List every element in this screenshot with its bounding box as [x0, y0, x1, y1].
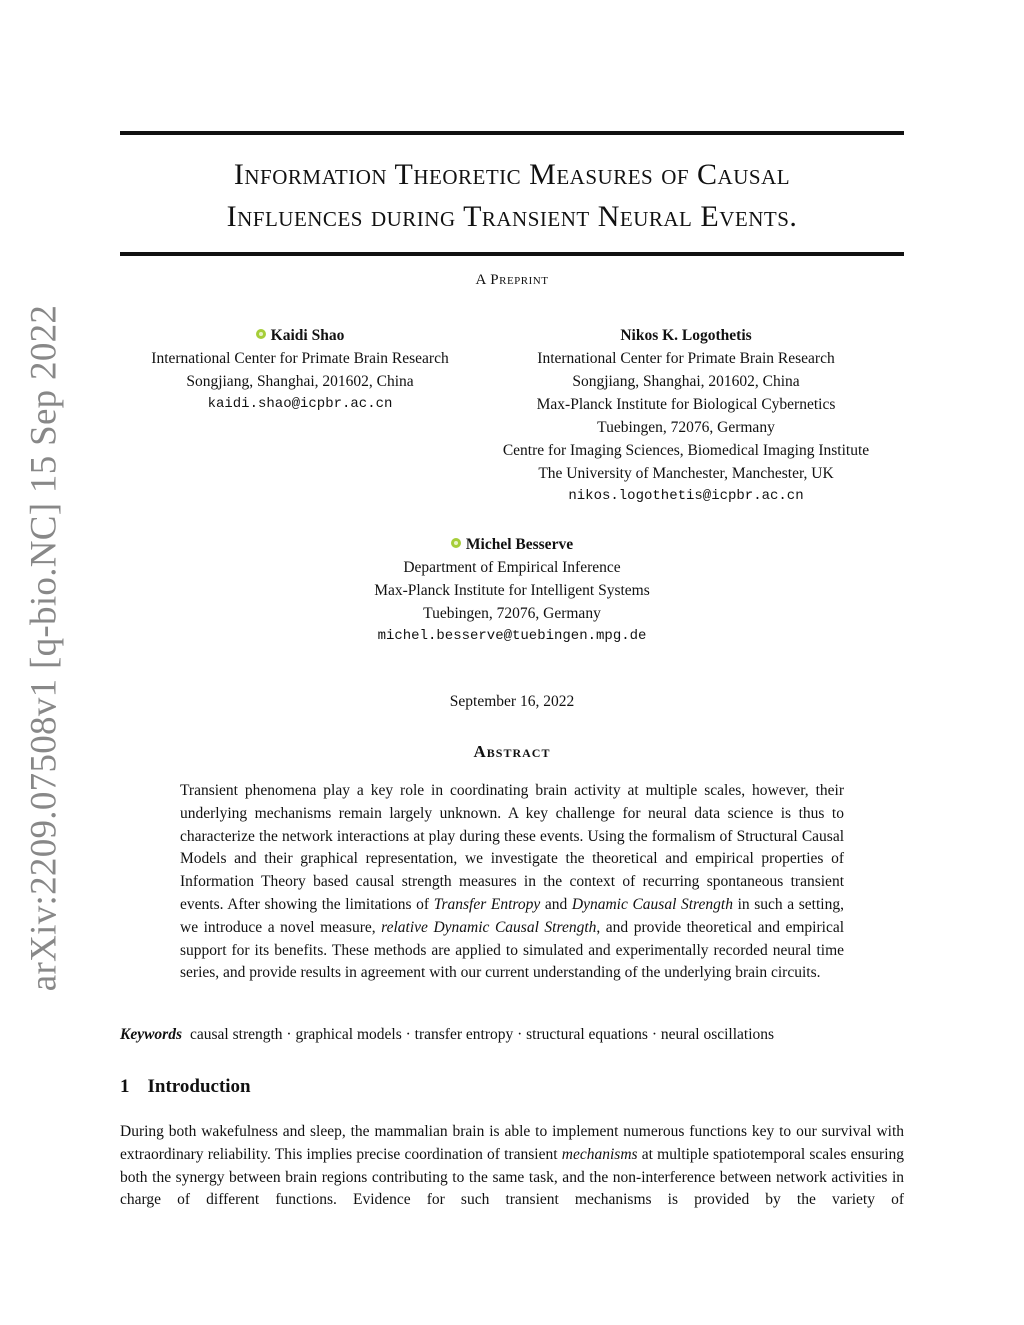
intro-emphasis: mechanisms [561, 1145, 638, 1163]
abstract-heading: Abstract [473, 742, 551, 761]
arxiv-stamp: arXiv:2209.07508v1 [q-bio.NC] 15 Sep 2022 [23, 304, 65, 992]
title-line-1: Information Theoretic Measures of Causal [233, 158, 791, 191]
author-email[interactable]: nikos.logothetis@icpbr.ac.cn [568, 488, 804, 504]
abstract-emphasis: relative Dynamic Causal Strength [381, 918, 597, 936]
affiliation: Max-Planck Institute for Biological Cybernetics [536, 396, 836, 413]
intro-paragraph: During both wakefulness and sleep, the mammalian brain is able to implement numerous functions key to our survival with extraordinary reliability. This implies precise coordination of transient mechanisms at multiple spatiotemporal scales ensuring both the synergy between brain regions contributing to the same task, and the non-interference between network activities in charge of different functions. Evidence for such transient mechanisms is provided by the variety of [120, 1123, 904, 1209]
author-block-logothetis [476, 324, 896, 508]
author-name: Kaidi Shao [270, 327, 345, 344]
author-name: Michel Besserve [465, 536, 574, 553]
section-number: 1 [120, 1076, 130, 1097]
affiliation: Tuebingen, 72076, Germany [423, 605, 601, 622]
section-title: Introduction [147, 1076, 251, 1097]
affiliation: Songjiang, Shanghai, 201602, China [572, 373, 800, 390]
title-line-2: Influences during Transient Neural Events. [226, 200, 798, 233]
keywords [120, 1026, 904, 1044]
affiliation: Tuebingen, 72076, Germany [597, 419, 775, 436]
keywords-list: causal strength · graphical models · transfer entropy · structural equations · neural oscillations [190, 1026, 775, 1043]
affiliation: Songjiang, Shanghai, 201602, China [186, 373, 414, 390]
paper-title [120, 154, 904, 238]
orcid-icon[interactable] [451, 538, 461, 548]
author-name: Nikos K. Logothetis [620, 327, 752, 344]
author-email[interactable]: kaidi.shao@icpbr.ac.cn [207, 396, 393, 412]
orcid-icon[interactable] [256, 329, 266, 339]
affiliation: The University of Manchester, Manchester, UK [538, 465, 834, 482]
keywords-label: Keywords [120, 1026, 182, 1043]
affiliation: Centre for Imaging Sciences, Biomedical Imaging Institute [502, 442, 870, 459]
bottom-rule [120, 252, 904, 256]
top-rule [120, 131, 904, 135]
author-email[interactable]: michel.besserve@tuebingen.mpg.de [377, 628, 647, 644]
section-heading [120, 1076, 251, 1098]
author-block-shao [120, 324, 480, 416]
affiliation: Max-Planck Institute for Intelligent Systems [374, 582, 650, 599]
abstract-emphasis: Dynamic Causal Strength [571, 895, 733, 913]
affiliation: Department of Empirical Inference [403, 559, 621, 576]
author-block-besserve [312, 533, 712, 648]
abstract-emphasis: Transfer Entropy [433, 895, 541, 913]
affiliation: International Center for Primate Brain Research [151, 350, 449, 367]
preprint-label: A Preprint [475, 272, 549, 288]
abstract-text: Transient phenomena play a key role in coordinating brain activity at multiple scales, however, their underlying mechanisms remain largely unknown. A key challenge for neural data science is thus to characterize the network interactions at play during these events. Using the formalism of Structural Causal Models and their graphical representation, we investigate the theoretical and empirical properties of Information Theory based causal strength measures in the context of recurring spontaneous transient events. After showing the limitations of Transfer Entropy and Dynamic Causal Strength in such a setting, we introduce a novel measure, relative Dynamic Causal Strength, and provide theoretical and empirical support for its benefits. These methods are applied to simulated and experimentally recorded neural time series, and provide results in agreement with our current understanding of the underlying brain circuits. [180, 782, 845, 982]
affiliation: International Center for Primate Brain Research [537, 350, 835, 367]
paper-date: September 16, 2022 [449, 693, 575, 710]
